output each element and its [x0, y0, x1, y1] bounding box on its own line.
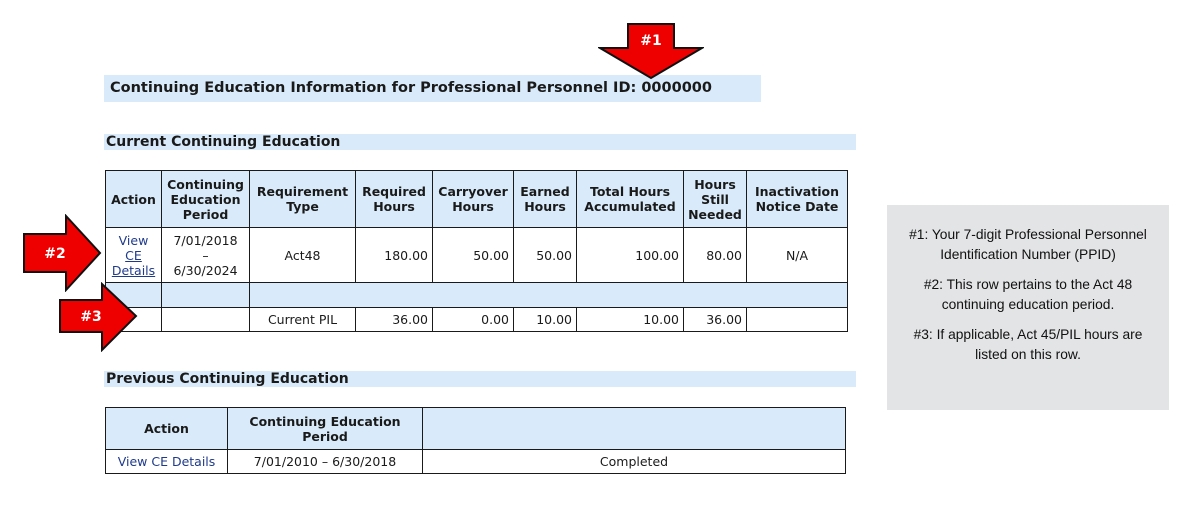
column-header	[423, 408, 846, 450]
column-header: Earned Hours	[514, 171, 577, 228]
requirement-type-cell: Act48	[250, 228, 356, 283]
page-title: Continuing Education Information for Professional Personnel ID: 0000000	[104, 75, 761, 102]
previous-ce-table	[105, 407, 846, 474]
period-cell: 7/01/2010 – 6/30/2018	[228, 450, 423, 474]
column-header: Inactivation Notice Date	[747, 171, 848, 228]
total-hours-cell: 10.00	[577, 308, 684, 332]
annotation-arrow-1	[598, 22, 704, 80]
required-hours-cell: 180.00	[356, 228, 433, 283]
inactivation-date-cell: N/A	[747, 228, 848, 283]
column-header: Hours Still Needed	[684, 171, 747, 228]
column-header: Action	[106, 408, 228, 450]
column-header: Continuing Education Period	[162, 171, 250, 228]
hours-needed-cell: 36.00	[684, 308, 747, 332]
spacer-cell	[162, 283, 250, 308]
column-header: Action	[106, 171, 162, 228]
table-row-pil	[106, 308, 848, 332]
period-cell	[162, 228, 250, 283]
current-ce-heading: Current Continuing Education	[104, 134, 856, 150]
column-header: Carryover Hours	[433, 171, 514, 228]
table-row-previous	[106, 450, 846, 474]
action-cell	[106, 450, 228, 474]
carryover-hours-cell: 0.00	[433, 308, 514, 332]
table-row-spacer	[106, 283, 848, 308]
legend-note-1: #1: Your 7-digit Professional Personnel Identification Number (PPID)	[909, 227, 1147, 262]
column-header: Requirement Type	[250, 171, 356, 228]
table-header-row	[106, 408, 846, 450]
arrow-3-label: #3	[80, 309, 102, 325]
legend-note-3: #3: If applicable, Act 45/PIL hours are listed on this row.	[913, 327, 1143, 362]
action-cell	[106, 228, 162, 283]
hours-needed-cell: 80.00	[684, 228, 747, 283]
table-row-act48	[106, 228, 848, 283]
view-ce-details-link[interactable]: View CE Details	[117, 454, 216, 469]
earned-hours-cell: 10.00	[514, 308, 577, 332]
column-header: Required Hours	[356, 171, 433, 228]
previous-ce-heading: Previous Continuing Education	[104, 371, 856, 387]
annotation-arrow-3	[58, 282, 138, 352]
legend-box	[887, 205, 1169, 410]
arrow-2-label: #2	[44, 246, 66, 262]
legend-note-2: #2: This row pertains to the Act 48 continuing education period.	[923, 277, 1133, 312]
period-end: 6/30/2024	[173, 262, 238, 278]
spacer-cell	[250, 283, 848, 308]
requirement-type-cell: Current PIL	[250, 308, 356, 332]
annotation-arrow-2	[22, 214, 102, 292]
column-header: Continuing Education Period	[228, 408, 423, 450]
status-cell: Completed	[423, 450, 846, 474]
table-header-row	[106, 171, 848, 228]
period-cell	[162, 308, 250, 332]
view-ce-details-link[interactable]: View CE Details	[111, 232, 156, 278]
carryover-hours-cell: 50.00	[433, 228, 514, 283]
column-header: Total Hours Accumulated	[577, 171, 684, 228]
period-start: 7/01/2018	[173, 232, 238, 248]
total-hours-cell: 100.00	[577, 228, 684, 283]
required-hours-cell: 36.00	[356, 308, 433, 332]
period-dash: –	[202, 247, 209, 263]
earned-hours-cell: 50.00	[514, 228, 577, 283]
inactivation-date-cell	[747, 308, 848, 332]
current-ce-table	[105, 170, 848, 332]
arrow-1-label: #1	[640, 33, 662, 49]
